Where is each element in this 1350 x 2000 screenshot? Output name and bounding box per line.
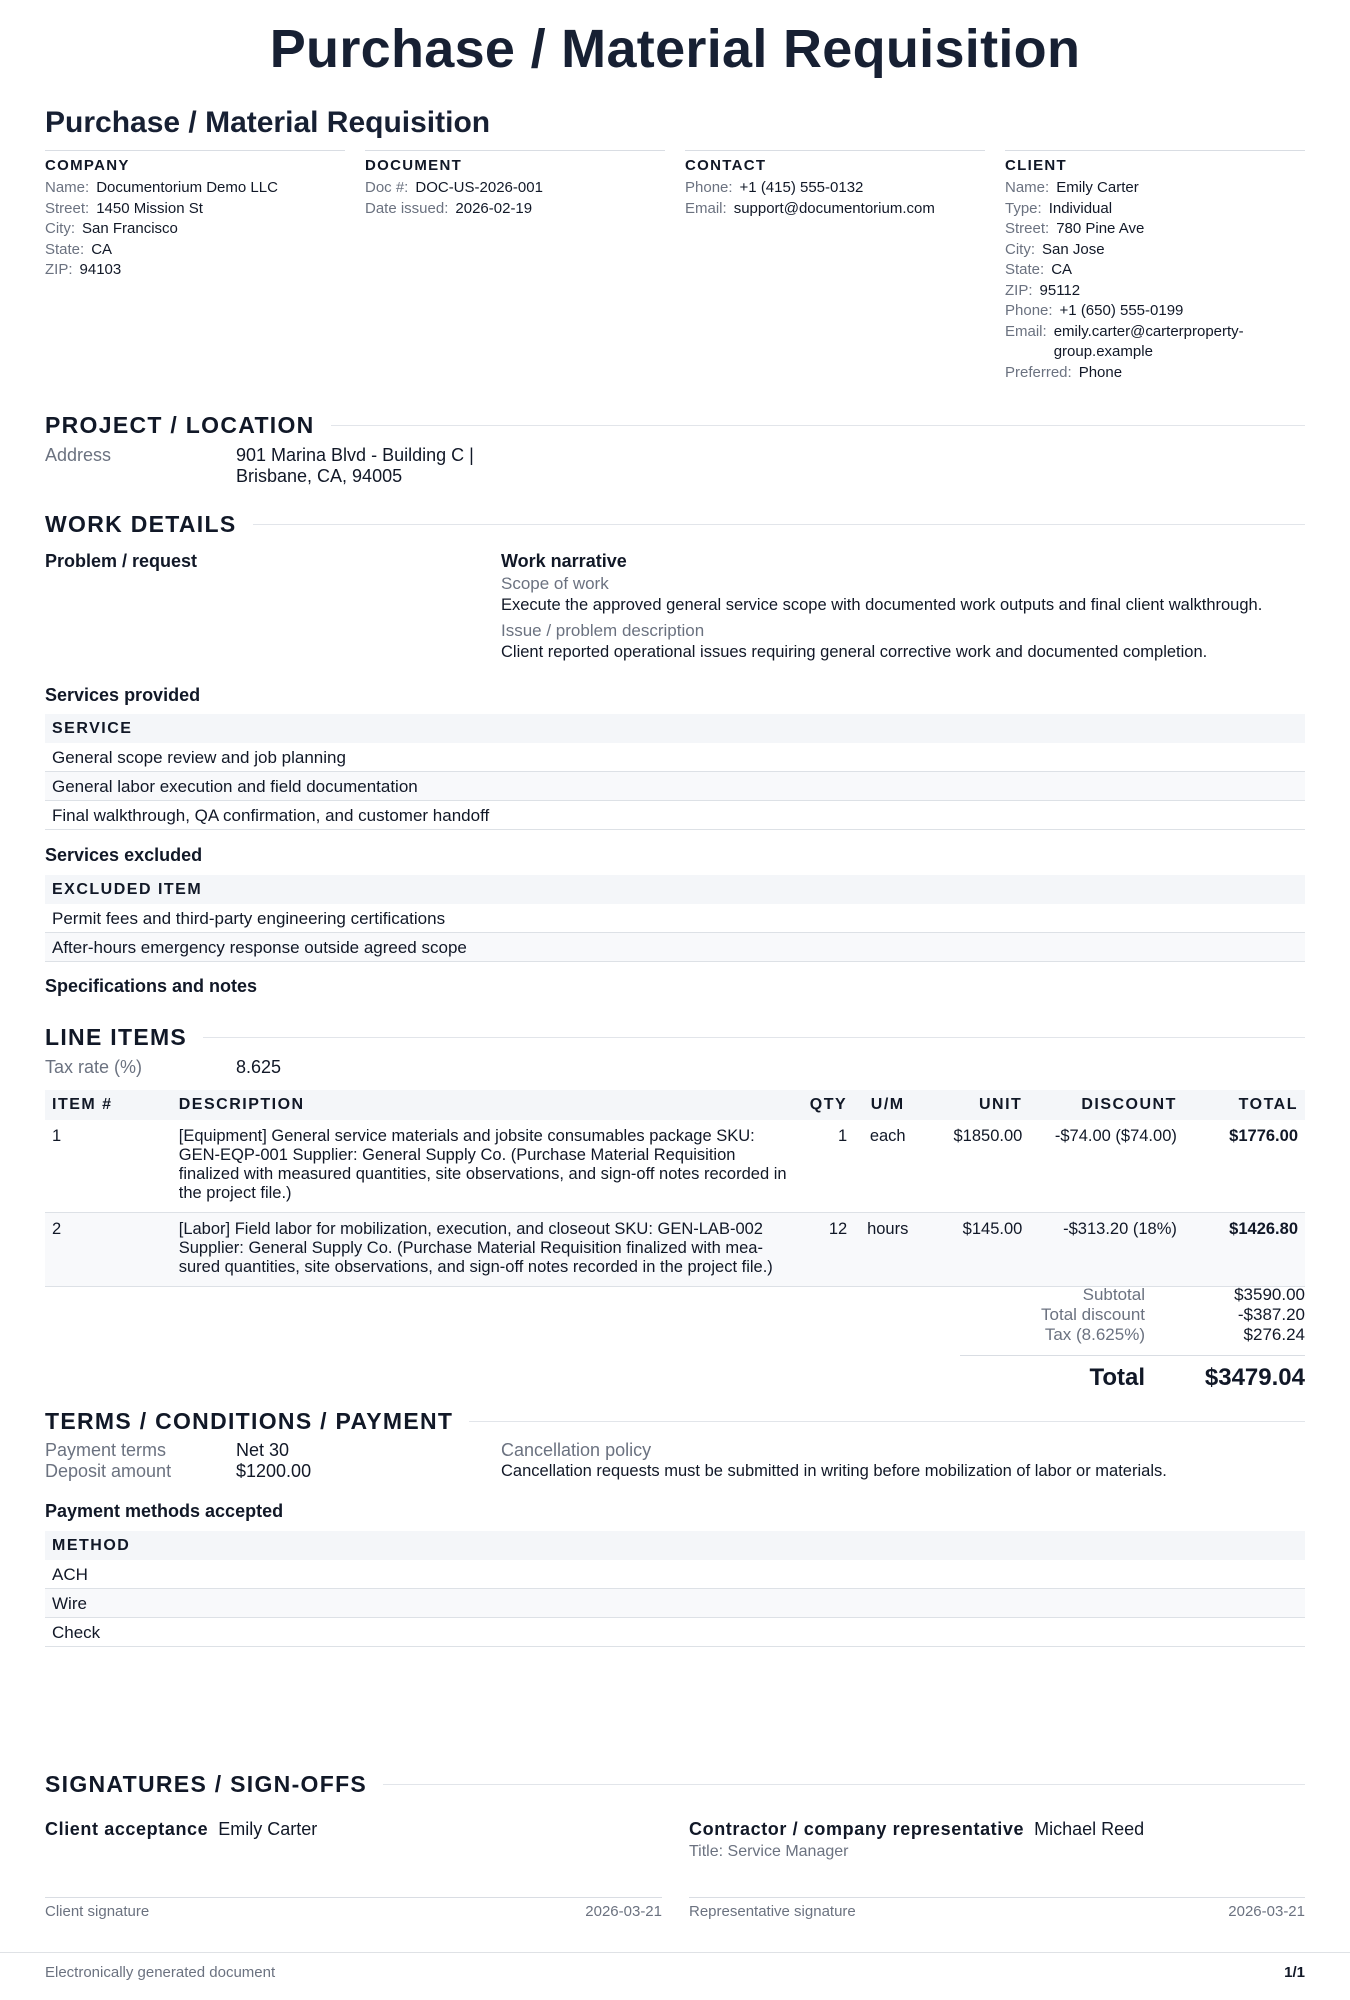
client-phone: +1 (650) 555-0199 xyxy=(1059,302,1184,319)
client-phone-label: Phone: xyxy=(1005,302,1053,319)
item-description: [Labor] Field labor for mobilization, execution, and closeout SKU: GEN-LAB-002 Supplier: General Supply Co. (Purchase Material Requisition finalized with mea-sured quantities, site observations, and sign-off notes recorded in the project file.) xyxy=(172,1213,795,1287)
work-heading: WORK DETAILS xyxy=(45,511,237,537)
footer-divider xyxy=(0,1952,1350,1953)
document-title: Purchase / Material Requisition xyxy=(45,106,491,139)
client-state-label: State: xyxy=(1005,261,1045,278)
payment-methods-label: Payment methods accepted xyxy=(45,1501,284,1521)
col-item: ITEM # xyxy=(45,1090,172,1120)
company-state-label: State: xyxy=(45,240,85,258)
tax-value: $276.24 xyxy=(1243,1325,1305,1344)
table-row: Permit fees and third-party engineering certifications xyxy=(45,904,1305,933)
representative-signature-date: 2026-03-21 xyxy=(1228,1903,1305,1920)
scope-text: Execute the approved general service scope with documented work outputs and final client walkthrough. xyxy=(501,596,1263,614)
divider xyxy=(469,1421,1305,1422)
doc-number-label: Doc #: xyxy=(365,179,409,196)
representative-signature-line xyxy=(689,1897,1305,1898)
item-discount: -$313.20 (18%) xyxy=(1029,1213,1184,1287)
problem-request-label: Problem / request xyxy=(45,551,198,571)
specifications-label: Specifications and notes xyxy=(45,976,258,996)
address-line-1: 901 Marina Blvd - Building C | xyxy=(236,445,474,465)
representative-name: Michael Reed xyxy=(1034,1819,1145,1839)
item-number: 1 xyxy=(45,1120,172,1213)
representative xyxy=(689,1819,1144,1840)
client-email-label: Email: xyxy=(1005,322,1047,340)
deposit-label: Deposit amount xyxy=(45,1461,172,1481)
client-preferred-label: Preferred: xyxy=(1005,363,1072,381)
contact-heading: CONTACT xyxy=(685,157,767,174)
company-name: Documentorium Demo LLC xyxy=(96,179,278,196)
excluded-table xyxy=(45,875,1305,962)
totals-block xyxy=(960,1285,1305,1392)
terms-section-heading xyxy=(45,1408,1305,1435)
client-zip-label: ZIP: xyxy=(1005,281,1033,299)
page-number: 1/1 xyxy=(1284,1964,1305,1981)
col-discount: DISCOUNT xyxy=(1029,1090,1184,1120)
col-qty: QTY xyxy=(795,1090,854,1120)
date-issued: 2026-02-19 xyxy=(455,199,533,217)
divider xyxy=(383,1784,1305,1785)
project-section-heading xyxy=(45,412,1305,439)
line-items-section-heading xyxy=(45,1024,1305,1051)
payment-methods-table xyxy=(45,1531,1305,1647)
client-acceptance xyxy=(45,1819,317,1840)
representative-signature-label: Representative signature xyxy=(689,1903,856,1920)
company-street-label: Street: xyxy=(45,199,90,217)
document-heading: DOCUMENT xyxy=(365,157,463,174)
methods-header: METHOD xyxy=(45,1531,1305,1560)
services-provided-label: Services provided xyxy=(45,685,201,705)
tax-rate-label: Tax rate (%) xyxy=(45,1057,143,1077)
address-label: Address xyxy=(45,445,112,465)
project-heading: PROJECT / LOCATION xyxy=(45,412,315,438)
item-qty: 1 xyxy=(795,1120,854,1213)
client-acceptance-name: Emily Carter xyxy=(218,1819,318,1839)
col-unit: UNIT xyxy=(921,1090,1029,1120)
company-zip-label: ZIP: xyxy=(45,261,73,278)
col-total: TOTAL xyxy=(1184,1090,1305,1120)
table-row xyxy=(45,1213,1305,1287)
services-table xyxy=(45,714,1305,830)
client-block xyxy=(1005,150,1305,383)
table-row xyxy=(45,1120,1305,1213)
contact-email-label: Email: xyxy=(685,199,727,217)
line-items-heading: LINE ITEMS xyxy=(45,1024,188,1050)
work-section-heading xyxy=(45,511,1305,538)
col-um: U/M xyxy=(854,1090,921,1120)
document-block xyxy=(365,150,665,383)
grand-total-label: Total xyxy=(1089,1364,1145,1391)
terms-heading: TERMS / CONDITIONS / PAYMENT xyxy=(45,1408,454,1434)
divider xyxy=(331,425,1305,426)
item-unit: $1850.00 xyxy=(921,1120,1029,1213)
tax-label: Tax (8.625%) xyxy=(1044,1325,1145,1344)
client-name: Emily Carter xyxy=(1056,179,1139,196)
doc-number: DOC-US-2026-001 xyxy=(415,179,543,196)
client-name-label: Name: xyxy=(1005,179,1050,196)
total-discount-label: Total discount xyxy=(1041,1305,1145,1324)
issue-label: Issue / problem description xyxy=(501,621,705,640)
item-description: [Equipment] General service materials and jobsite consumables package SKU: GEN-EQP-001 Supplier: General Supply Co. (Purchase Material Requisition finalized with measured quantities, site observations, and sign-off notes recorded in the project file.) xyxy=(172,1120,795,1213)
client-signature-label: Client signature xyxy=(45,1903,150,1920)
client-street-label: Street: xyxy=(1005,220,1050,237)
company-name-label: Name: xyxy=(45,179,90,196)
footer-note: Electronically generated document xyxy=(45,1964,276,1981)
table-row: General scope review and job planning xyxy=(45,743,1305,772)
client-zip: 95112 xyxy=(1039,281,1081,299)
client-type-label: Type: xyxy=(1005,199,1042,217)
client-signature-line xyxy=(45,1897,662,1898)
contact-phone-label: Phone: xyxy=(685,179,733,196)
client-heading: CLIENT xyxy=(1005,157,1067,174)
table-row: Wire xyxy=(45,1589,1305,1618)
client-signature-date: 2026-03-21 xyxy=(585,1903,662,1920)
services-header: SERVICE xyxy=(45,714,1305,743)
total-discount-value: -$387.20 xyxy=(1237,1305,1305,1324)
item-unit: $145.00 xyxy=(921,1213,1029,1287)
scope-label: Scope of work xyxy=(501,574,609,593)
payment-terms-label: Payment terms xyxy=(45,1440,167,1460)
cancellation-label: Cancellation policy xyxy=(501,1440,652,1460)
client-email: emily.carter@carterproperty-group.example xyxy=(1053,322,1244,360)
payment-terms-value: Net 30 xyxy=(236,1440,290,1460)
client-city-label: City: xyxy=(1005,240,1035,258)
item-discount: -$74.00 ($74.00) xyxy=(1029,1120,1184,1213)
divider xyxy=(203,1037,1305,1038)
item-number: 2 xyxy=(45,1213,172,1287)
deposit-value: $1200.00 xyxy=(236,1461,312,1481)
subtotal-value: $3590.00 xyxy=(1234,1285,1305,1304)
client-state: CA xyxy=(1051,261,1073,278)
date-issued-label: Date issued: xyxy=(365,199,449,217)
company-state: CA xyxy=(91,240,113,258)
col-description: DESCRIPTION xyxy=(172,1090,795,1120)
project-address xyxy=(236,445,474,487)
issue-text: Client reported operational issues requiring general corrective work and documented completion. xyxy=(501,643,1208,661)
payment-info xyxy=(45,1440,311,1482)
cancellation-text: Cancellation requests must be submitted in writing before mobilization of labor or materials. xyxy=(501,1462,1167,1480)
item-qty: 12 xyxy=(795,1213,854,1287)
item-um: hours xyxy=(854,1213,921,1287)
table-row: Final walkthrough, QA confirmation, and customer handoff xyxy=(45,801,1305,830)
header-info xyxy=(45,150,1305,383)
company-block xyxy=(45,150,345,383)
client-preferred: Phone xyxy=(1078,363,1123,381)
client-type: Individual xyxy=(1048,199,1113,217)
table-row: ACH xyxy=(45,1560,1305,1589)
tax-rate-value: 8.625 xyxy=(236,1057,282,1077)
table-row: Check xyxy=(45,1618,1305,1647)
grand-total-value: $3479.04 xyxy=(1204,1364,1305,1391)
item-total: $1426.80 xyxy=(1184,1213,1305,1287)
representative-title: Title: Service Manager xyxy=(689,1843,849,1860)
contact-block xyxy=(685,150,985,383)
signatures-heading: SIGNATURES / SIGN-OFFS xyxy=(45,1771,368,1797)
client-acceptance-label: Client acceptance xyxy=(45,1819,209,1839)
signatures-section-heading xyxy=(45,1771,1305,1798)
excluded-header: EXCLUDED ITEM xyxy=(45,875,1305,904)
client-street: 780 Pine Ave xyxy=(1056,220,1145,237)
representative-label: Contractor / company representative xyxy=(689,1819,1025,1839)
company-street: 1450 Mission St xyxy=(96,199,203,217)
table-row: After-hours emergency response outside agreed scope xyxy=(45,933,1305,962)
address-line-2: Brisbane, CA, 94005 xyxy=(236,466,403,486)
cancellation-policy xyxy=(501,1440,1305,1481)
company-city: San Francisco xyxy=(82,220,178,237)
client-city: San Jose xyxy=(1042,240,1105,258)
contact-email: support@documentorium.com xyxy=(733,199,935,217)
table-row: General labor execution and field documentation xyxy=(45,772,1305,801)
work-narrative-label: Work narrative xyxy=(501,551,627,571)
company-city-label: City: xyxy=(45,220,75,237)
item-total: $1776.00 xyxy=(1184,1120,1305,1213)
contact-phone: +1 (415) 555-0132 xyxy=(739,179,864,196)
line-items-table xyxy=(45,1090,1305,1287)
item-um: each xyxy=(854,1120,921,1213)
services-excluded-label: Services excluded xyxy=(45,845,203,865)
company-zip: 94103 xyxy=(79,261,122,278)
divider xyxy=(253,524,1306,525)
line-items-header-row xyxy=(45,1090,1305,1120)
company-heading: COMPANY xyxy=(45,157,130,174)
work-narrative xyxy=(501,551,1305,662)
subtotal-label: Subtotal xyxy=(1082,1285,1145,1304)
page-title: Purchase / Material Requisition xyxy=(269,19,1081,79)
